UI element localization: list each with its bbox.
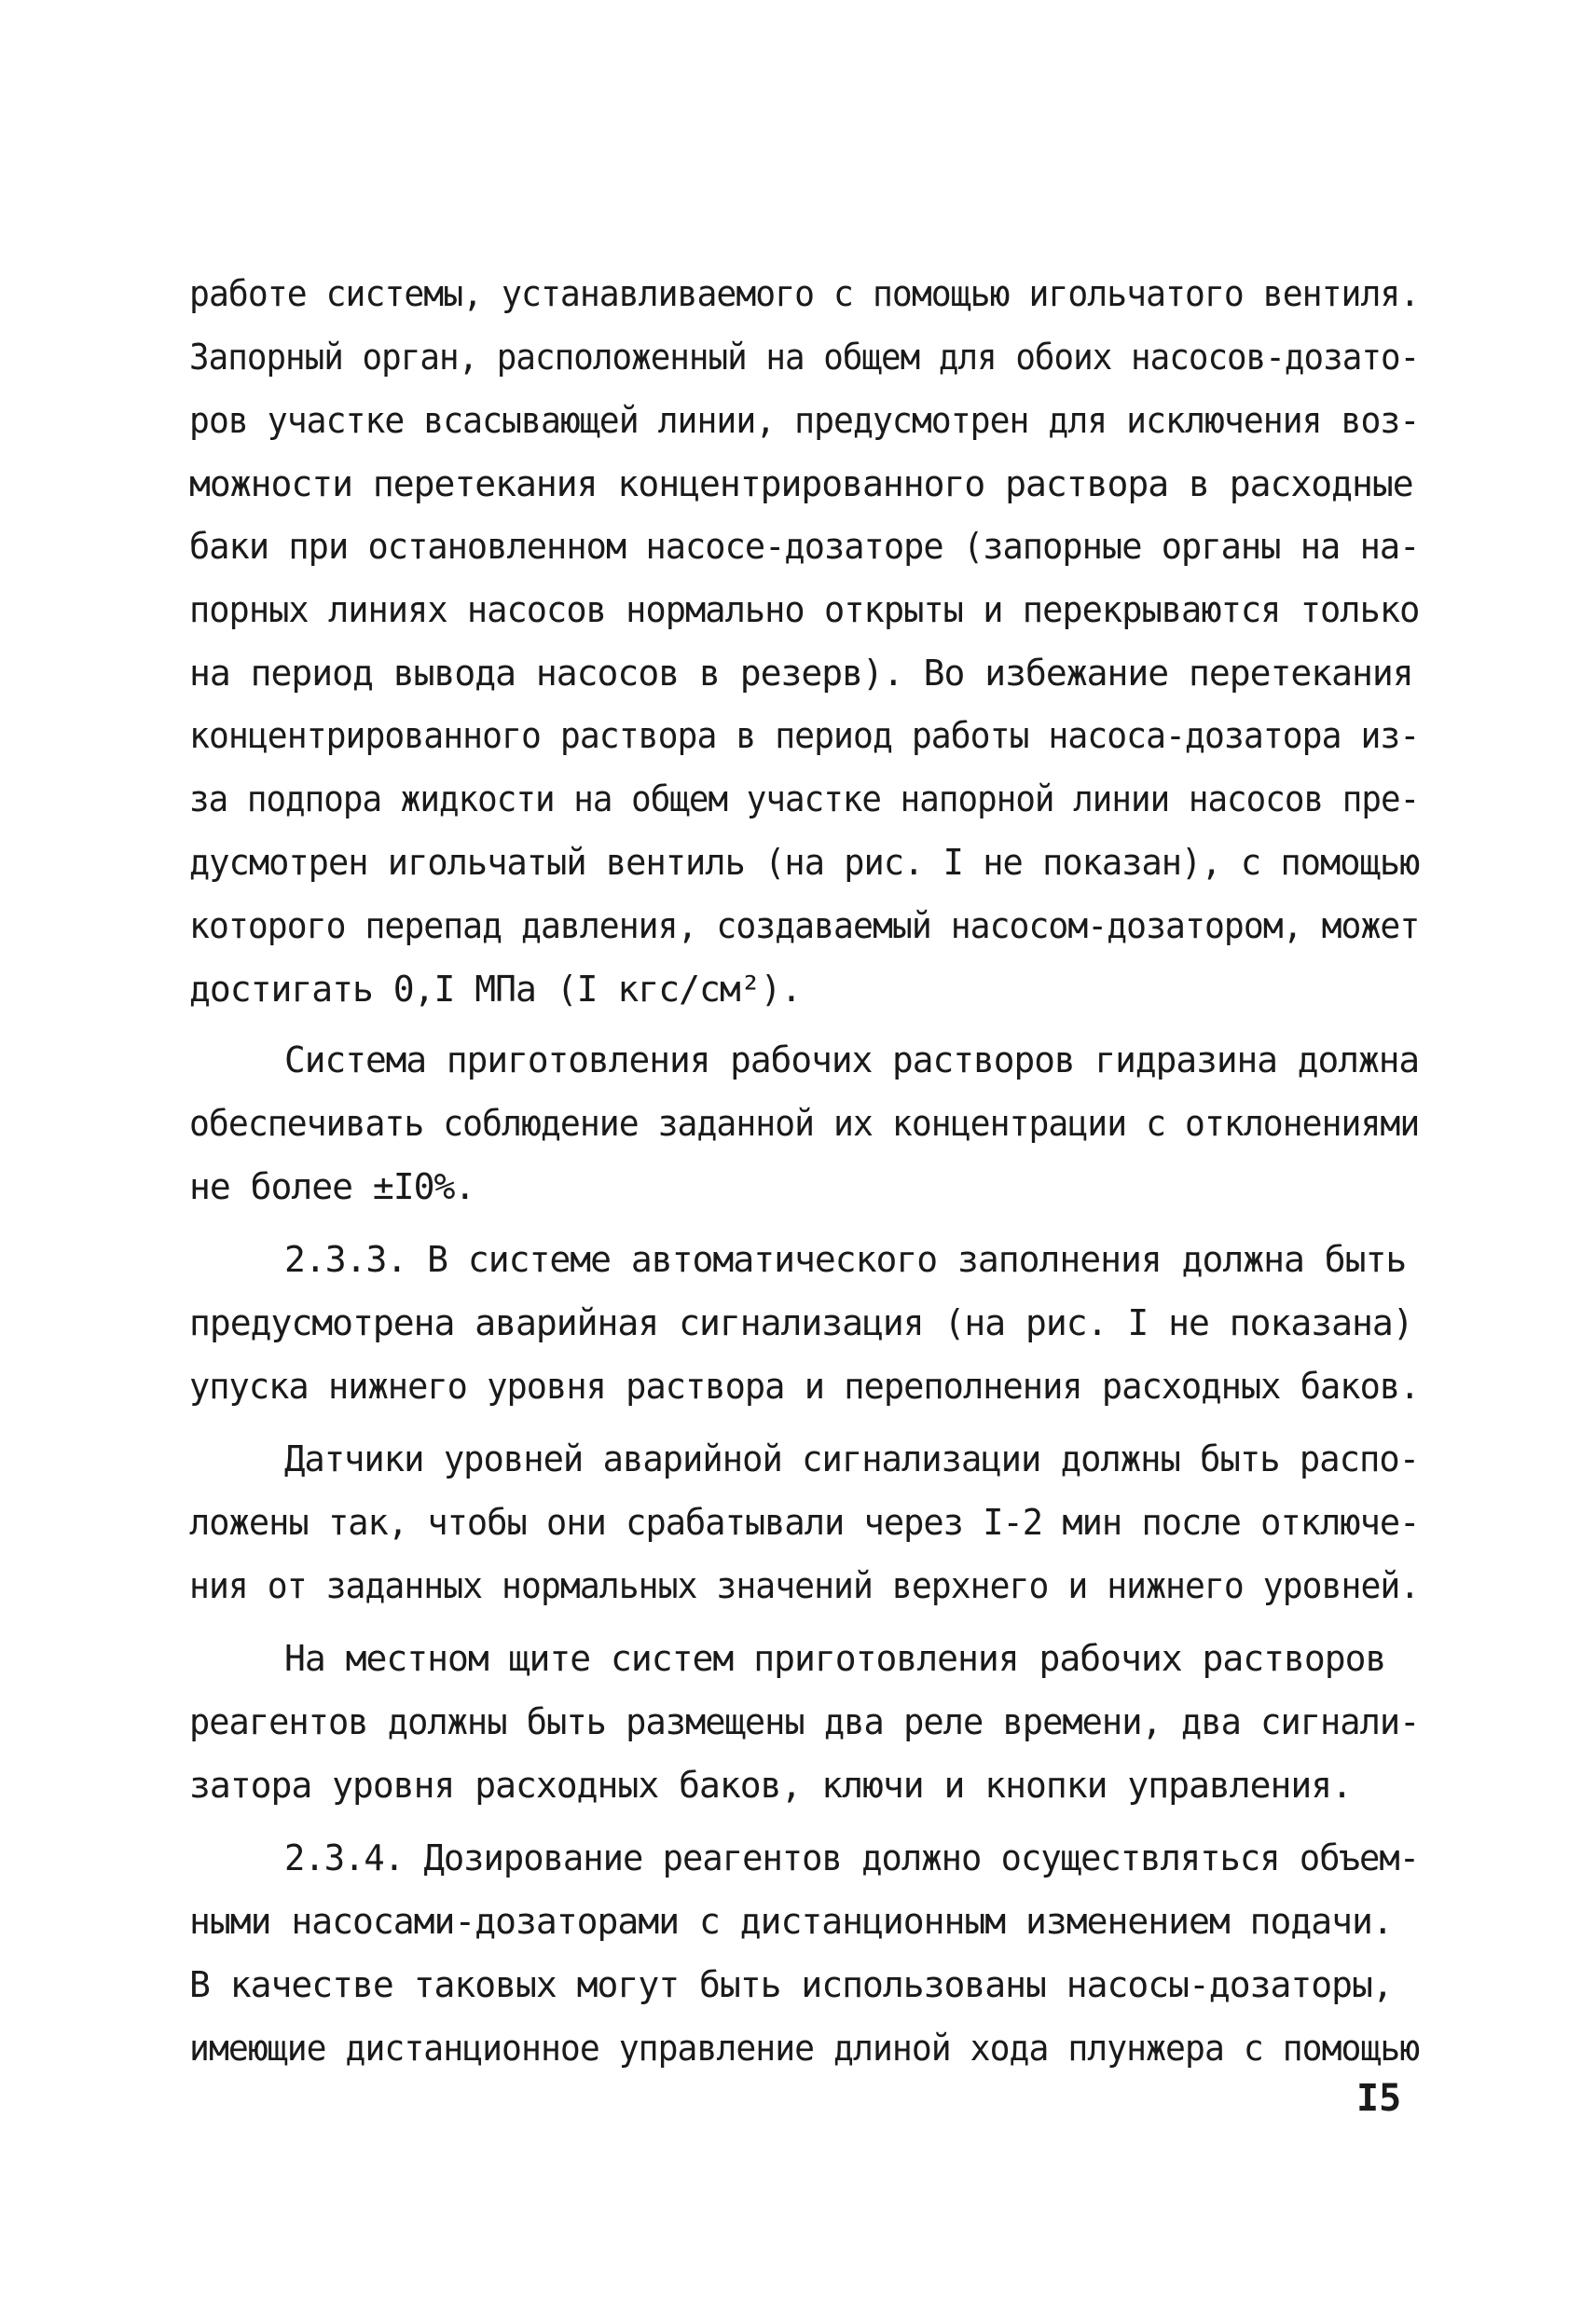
text-line: работе системы, устанавливаемого с помощью игольчатого вентиля.	[189, 273, 1420, 314]
text-line: Система приготовления рабочих растворов гидразина должна	[284, 1039, 1420, 1080]
text-line: порных линиях насосов нормально открыты и перекрываются только	[189, 589, 1420, 630]
text-line: ными насосами-дозаторами с дистанционным изменением подачи.	[189, 1901, 1393, 1942]
text-line: не более ±I0%.	[189, 1166, 475, 1207]
text-line: концентрированного раствора в период работы насоса-дозатора из-	[189, 715, 1420, 756]
text-line: 2.3.3. В системе автоматического заполнения должна быть	[284, 1239, 1407, 1280]
text-line: В качестве таковых могут быть использованы насосы-дозаторы,	[189, 1964, 1393, 2005]
text-line: дусмотрен игольчатый вентиль (на рис. I не показан), с помощью	[189, 842, 1420, 883]
text-line: имеющие дистанционное управление длиной хода плунжера с помощью	[189, 2028, 1420, 2069]
text-line: которого перепад давления, создаваемый насосом-дозатором, может	[189, 905, 1420, 946]
text-line: ров участке всасывающей линии, предусмотрен для исключения воз-	[189, 400, 1420, 441]
text-line: Запорный орган, расположенный на общем для обоих насосов-дозато-	[189, 337, 1420, 378]
text-line: предусмотрена аварийная сигнализация (на рис. I не показана)	[189, 1302, 1413, 1343]
text-line: баки при остановленном насосе-дозаторе (запорные органы на на-	[189, 526, 1420, 567]
text-line: можности перетекания концентрированного раствора в расходные	[189, 463, 1413, 504]
text-line: обеспечивать соблюдение заданной их концентрации с отклонениями	[189, 1103, 1420, 1144]
page-number: I5	[1356, 2077, 1402, 2120]
text-line: Датчики уровней аварийной сигнализации должны быть распо-	[284, 1438, 1420, 1479]
text-line: затора уровня расходных баков, ключи и кнопки управления.	[189, 1765, 1353, 1806]
text-line: ния от заданных нормальных значений верхнего и нижнего уровней.	[189, 1565, 1420, 1606]
text-line: 2.3.4. Дозирование реагентов должно осуществляться объем-	[284, 1837, 1420, 1878]
text-line: достигать 0,I МПа (I кгс/см²).	[189, 969, 802, 1010]
text-line: упуска нижнего уровня раствора и переполнения расходных баков.	[189, 1366, 1420, 1407]
text-line: на период вывода насосов в резерв). Во избежание перетекания	[189, 653, 1413, 694]
text-line: ложены так, чтобы они срабатывали через I-2 мин после отключе-	[189, 1502, 1420, 1543]
text-line: реагентов должны быть размещены два реле времени, два сигнали-	[189, 1701, 1420, 1742]
text-line: На местном щите систем приготовления рабочих растворов	[284, 1638, 1386, 1679]
text-line: за подпора жидкости на общем участке напорной линии насосов пре-	[189, 778, 1420, 819]
